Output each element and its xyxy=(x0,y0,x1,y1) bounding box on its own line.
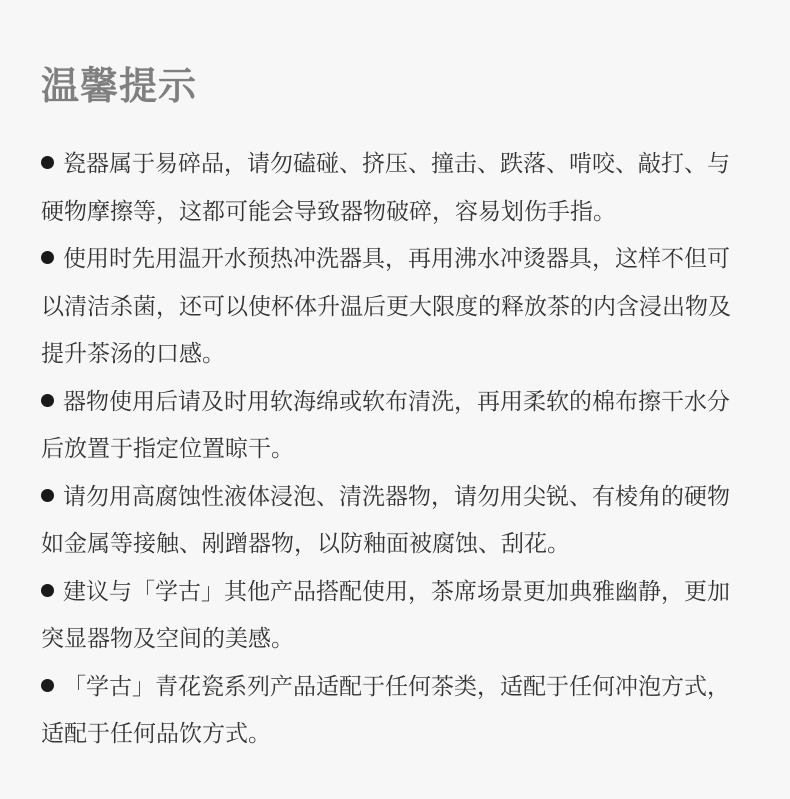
bullet-icon xyxy=(41,156,54,169)
bullet-icon xyxy=(41,584,54,597)
note-text: 器物使用后请及时用软海绵或软布清洗，再用柔软的棉布擦干水分后放置于指定位置晾干。 xyxy=(41,388,730,462)
bullet-icon xyxy=(41,679,54,692)
note-text: 使用时先用温开水预热冲洗器具，再用沸水冲烫器具，这样不但可以清洁杀菌，还可以使杯体升温后更大限度的释放茶的内含浸出物及提升茶汤的口感。 xyxy=(41,246,731,367)
list-item xyxy=(41,379,750,474)
bullet-icon xyxy=(41,394,54,407)
note-text: 瓷器属于易碎品，请勿磕碰、挤压、撞击、跌落、啃咬、敲打、与硬物摩擦等，这都可能会导致器物破碎，容易划伤手指。 xyxy=(41,151,730,225)
page-title: 温馨提示 xyxy=(41,64,198,108)
list-item xyxy=(41,569,750,664)
list-item xyxy=(41,474,750,569)
list-item xyxy=(41,236,750,379)
bullet-icon xyxy=(41,251,54,264)
list-item xyxy=(41,141,750,236)
note-text: 请勿用高腐蚀性液体浸泡、清洗器物，请勿用尖锐、有棱角的硬物如金属等接触、剐蹭器物，以防釉面被腐蚀、刮花。 xyxy=(41,483,730,557)
list-item xyxy=(41,664,750,759)
note-text: 建议与「学古」其他产品搭配使用，茶席场景更加典雅幽静，更加突显器物及空间的美感。 xyxy=(41,578,730,652)
bullet-icon xyxy=(41,489,54,502)
tips-list xyxy=(41,141,750,759)
note-text: 「学古」青花瓷系列产品适配于任何茶类，适配于任何冲泡方式，适配于任何品饮方式。 xyxy=(41,673,730,747)
